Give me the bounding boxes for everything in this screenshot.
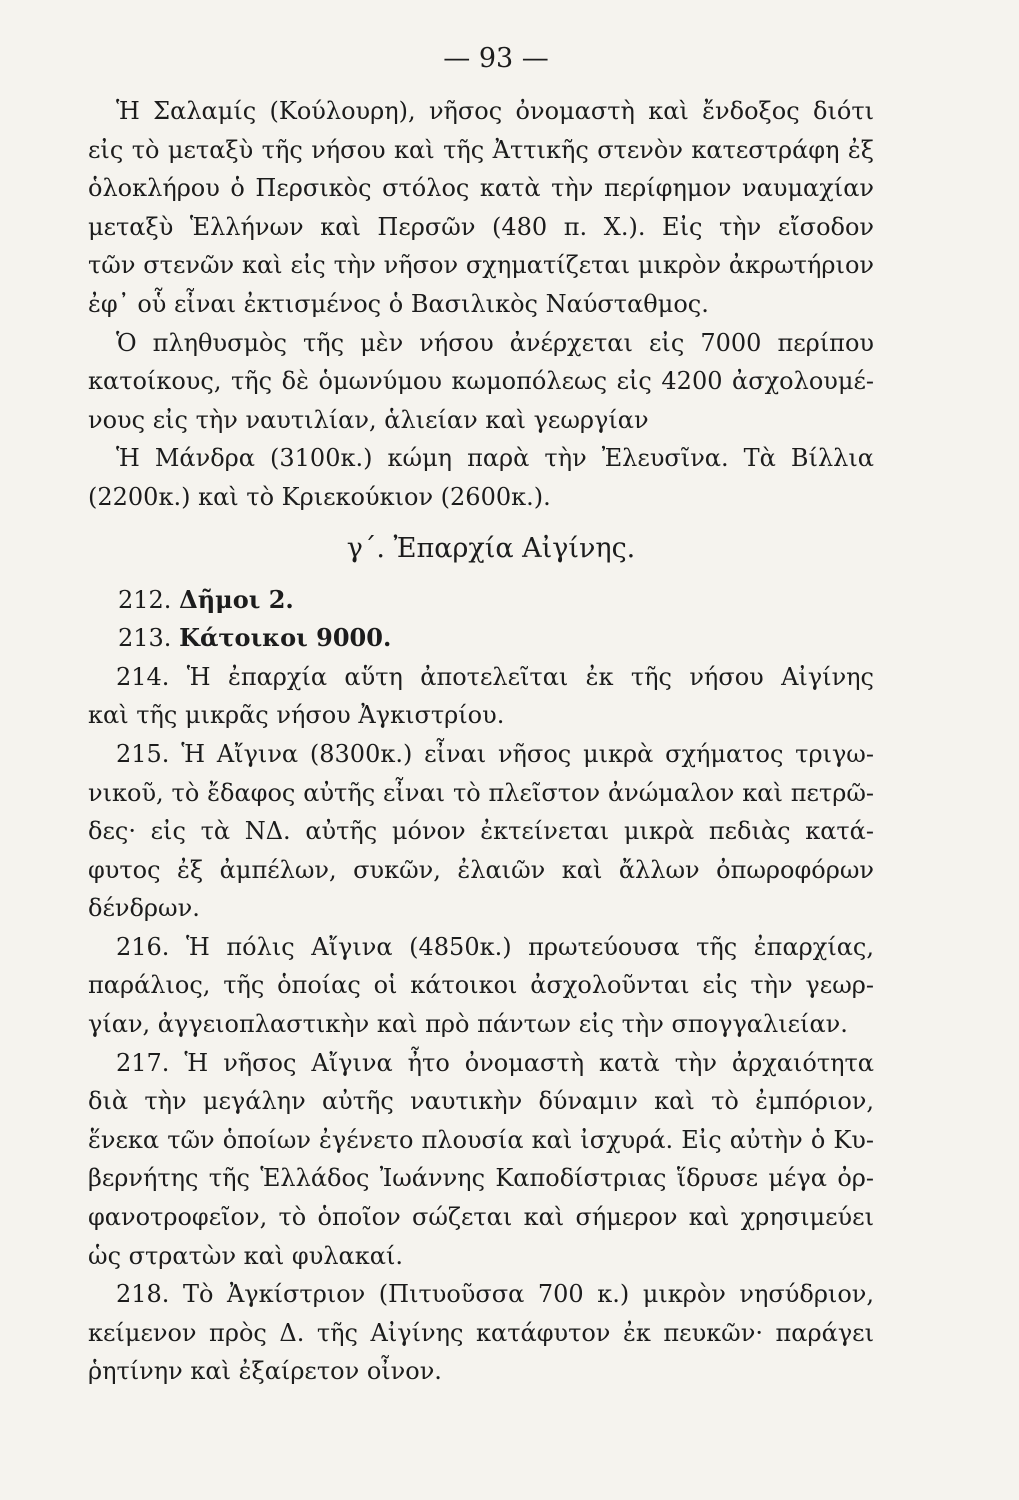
text-line: Ὁ πληθυσμὸς τῆς μὲν νήσου ἀνέρχεται εἰς 7000 περίπου <box>116 328 874 357</box>
text-line: μεταξὺ Ἑλλήνων καὶ Περσῶν (480 π. Χ.). Εἰς τὴν εἴσοδον <box>88 212 874 241</box>
salamis-paragraph <box>88 92 874 324</box>
item-212 <box>88 581 874 620</box>
text-line: 218. Τὸ Ἀγκίστριον (Πιτυοῦσσα 700 κ.) μικρὸν νησύδριον, <box>116 1280 874 1309</box>
text-line: ῥητίνην καὶ ἐξαίρετον οἶνον. <box>88 1357 442 1386</box>
text-line: κατοίκους, τῆς δὲ ὁμωνύμου κωμοπόλεως εἰς 4200 ἀσχολουμέ- <box>88 367 874 396</box>
item-217 <box>88 1044 874 1276</box>
text-line: ἐφ᾿ οὗ εἶναι ἐκτισμένος ὁ Βασιλικὸς Ναύσταθμος. <box>88 289 709 318</box>
text-line: φανοτροφεῖον, τὸ ὁποῖον σώζεται καὶ σήμερον καὶ χρησιμεύει <box>88 1203 874 1232</box>
item-text: Κάτοικοι 9000. <box>179 623 392 653</box>
item-213 <box>88 619 874 658</box>
text-line: Ἡ Σαλαμίς (Κούλουρη), νῆσος ὀνομαστὴ καὶ ἔνδοξος διότι <box>116 97 874 125</box>
text-line: 214. Ἡ ἐπαρχία αὕτη ἀποτελεῖται ἐκ τῆς νήσου Αἰγίνης <box>116 662 874 691</box>
text-line: καὶ τῆς μικρᾶς νήσου Ἀγκιστρίου. <box>88 701 505 730</box>
item-216 <box>88 928 874 1044</box>
item-number: 212. <box>118 585 172 614</box>
text-line: φυτος ἐξ ἀμπέλων, συκῶν, ἐλαιῶν καὶ ἄλλων ὀπωροφόρων <box>88 855 874 884</box>
page-number: — 93 — <box>443 43 549 74</box>
text-line: παράλιος, τῆς ὁποίας οἱ κάτοικοι ἀσχολοῦνται εἰς τὴν γεωρ- <box>88 971 874 1000</box>
text-line: νους εἰς τὴν ναυτιλίαν, ἁλιείαν καὶ γεωργίαν <box>88 405 649 434</box>
text-line: νικοῦ, τὸ ἔδαφος αὐτῆς εἶναι τὸ πλεῖστον ἀνώμαλον καὶ πετρῶ- <box>88 778 874 807</box>
text-line: δένδρων. <box>88 894 200 923</box>
text-line: ὡς στρατὼν καὶ φυλακαί. <box>88 1241 403 1270</box>
section-heading: γ΄. Ἐπαρχία Αἰγίνης. <box>346 532 636 564</box>
text-line: κείμενον πρὸς Δ. τῆς Αἰγίνης κατάφυτον ἐκ πευκῶν· παράγει <box>88 1318 874 1347</box>
text-line: ἕνεκα τῶν ὁποίων ἐγένετο πλουσία καὶ ἰσχυρά. Εἰς αὐτὴν ὁ Κυ- <box>88 1125 874 1154</box>
item-215 <box>88 735 874 928</box>
text-line: (2200κ.) καὶ τὸ Κριεκούκιον (2600κ.). <box>88 482 551 511</box>
item-number: 213. <box>118 624 172 653</box>
text-line: ὁλοκλήρου ὁ Περσικὸς στόλος κατὰ τὴν περίφημον ναυμαχίαν <box>88 174 874 203</box>
item-214 <box>88 658 874 735</box>
text-line: 217. Ἡ νῆσος Αἴγινα ἦτο ὀνομαστὴ κατὰ τὴν ἀρχαιότητα <box>116 1048 874 1077</box>
text-line: 215. Ἡ Αἴγινα (8300κ.) εἶναι νῆσος μικρὰ σχήματος τριγω- <box>116 739 874 768</box>
text-line: Ἡ Μάνδρα (3100κ.) κώμη παρὰ τὴν Ἐλευσῖνα. Τὰ Βίλλια <box>116 444 874 473</box>
text-line: 216. Ἡ πόλις Αἴγινα (4850κ.) πρωτεύουσα τῆς ἐπαρχίας, <box>116 932 874 961</box>
mandra-paragraph <box>88 439 874 516</box>
text-line: βερνήτης τῆς Ἑλλάδος Ἰωάννης Καποδίστριας ἵδρυσε μέγα ὀρ- <box>88 1164 874 1193</box>
text-line: γίαν, ἀγγειοπλαστικὴν καὶ πρὸ πάντων εἰς τὴν σπογγαλιείαν. <box>88 1010 848 1039</box>
item-text: Δῆμοι 2. <box>179 584 294 614</box>
item-218 <box>88 1275 874 1391</box>
text-line: τῶν στενῶν καὶ εἰς τὴν νῆσον σχηματίζεται μικρὸν ἀκρωτήριον <box>88 251 874 280</box>
text-line: διὰ τὴν μεγάλην αὐτῆς ναυτικὴν δύναμιν καὶ τὸ ἐμπόριον, <box>88 1087 874 1116</box>
text-line: εἰς τὸ μεταξὺ τῆς νήσου καὶ τῆς Ἀττικῆς στενὸν κατεστράφη ἐξ <box>88 135 874 164</box>
text-line: δες· εἰς τὰ ΝΔ. αὐτῆς μόνον ἐκτείνεται μικρὰ πεδιὰς κατά- <box>88 817 874 846</box>
population-paragraph <box>88 324 874 440</box>
